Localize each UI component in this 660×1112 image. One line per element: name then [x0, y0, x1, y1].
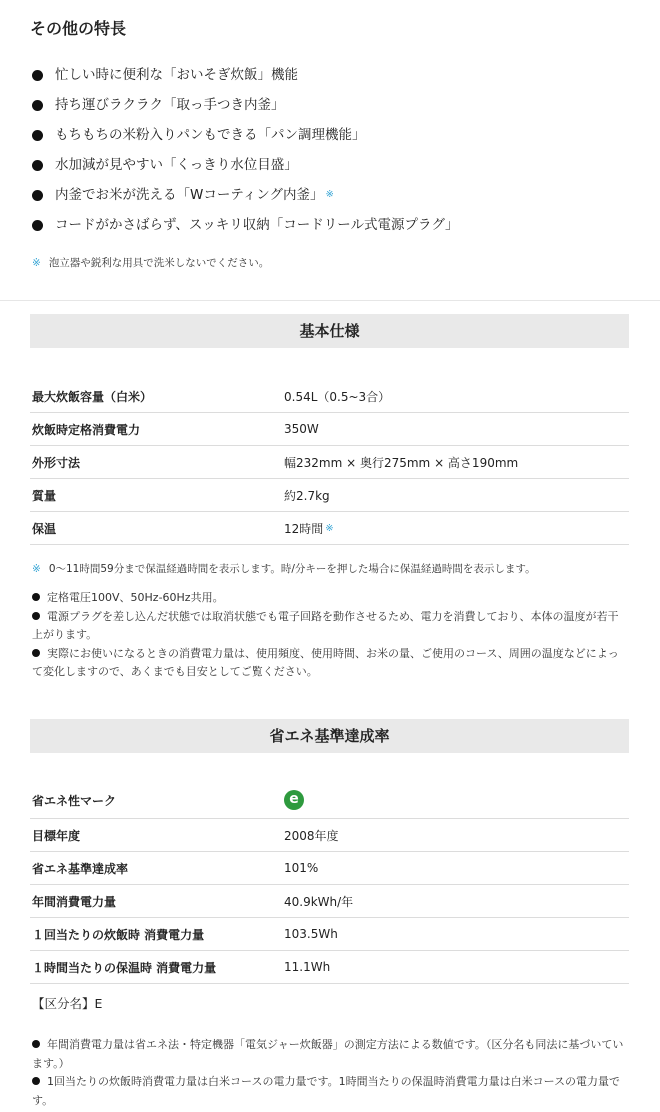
table-row [30, 446, 629, 479]
row-value: 350W [284, 422, 319, 436]
bullet-icon [32, 100, 43, 111]
features-note [32, 255, 269, 270]
table-row [30, 512, 629, 545]
list-item [32, 1036, 628, 1073]
list-item [32, 608, 628, 645]
row-value: 約2.7kg [284, 488, 330, 503]
row-value: 11.1Wh [284, 960, 331, 974]
list-item [32, 645, 628, 682]
energy-notes [32, 1036, 628, 1110]
note-text: 電源プラグを差し込んだ状態では取消状態でも電子回路を動作させるため、電力を消費しており、本体の温度が若干上がります。 [32, 609, 619, 641]
list-item [32, 589, 628, 608]
features-title: その他の特長 [30, 19, 127, 38]
table-row [30, 951, 629, 984]
bullet-icon [32, 593, 40, 601]
row-value [284, 520, 334, 537]
row-label: １回当たりの炊飯時 消費電力量 [32, 927, 205, 942]
row-value [284, 790, 304, 810]
table-row [30, 819, 629, 852]
feature-text: コードがかさばらず、スッキリ収納「コードリール式電源プラグ」 [55, 217, 459, 233]
row-value: 103.5Wh [284, 927, 338, 941]
row-value: 幅232mm × 奥行275mm × 高さ190mm [284, 455, 519, 470]
spec-notes [32, 589, 628, 682]
bullet-icon [32, 160, 43, 171]
feature-item [32, 90, 459, 120]
note-text: 泡立器や鋭利な用具で洗米しないでください。 [48, 257, 270, 269]
spec-heading: 基本仕様 [30, 314, 629, 348]
features-list [32, 60, 459, 240]
note-text: 年間消費電力量は省エネ法・特定機器「電気ジャー炊飯器」の測定方法による数値です。（区分名も同法に基づいています。） [32, 1038, 624, 1070]
note-mark: ※ [32, 257, 41, 269]
feature-text: 持ち運びラクラク「取っ手つき内釜」 [55, 97, 285, 113]
row-value: 2008年度 [284, 828, 339, 843]
row-label: 省エネ基準達成率 [32, 861, 129, 876]
row-value: 0.54L（0.5~3合） [284, 389, 391, 404]
note-mark: ※ [325, 522, 334, 534]
section-divider [0, 300, 660, 301]
row-label: 年間消費電力量 [32, 894, 117, 909]
table-row [30, 479, 629, 512]
bullet-icon [32, 130, 43, 141]
spec-table [30, 380, 629, 545]
feature-item [32, 120, 459, 150]
bullet-icon [32, 1077, 40, 1085]
feature-item [32, 180, 459, 210]
feature-text: 内釜でお米が洗える「Wコーティング内釜」 [55, 187, 324, 203]
row-value: 40.9kWh/年 [284, 894, 354, 909]
table-row [30, 380, 629, 413]
energy-heading: 省エネ基準達成率 [30, 719, 629, 753]
row-label: 保温 [32, 521, 57, 536]
note-text: 0～11時間59分まで保温経過時間を表示します。時/分キーを押した場合に保温経過時間を表示します。 [48, 563, 536, 575]
bullet-icon [32, 220, 43, 231]
row-label: 質量 [32, 488, 57, 503]
feature-item [32, 60, 459, 90]
bullet-icon [32, 612, 40, 620]
table-row [30, 885, 629, 918]
feature-item [32, 210, 459, 240]
note-text: 実際にお使いになるときの消費電力量は、使用頻度、使用時間、お米の量、ご使用のコース、周囲の温度などによって変化しますので、あくまでも目安としてご覧ください。 [32, 646, 619, 678]
feature-item [32, 150, 459, 180]
energy-saving-mark-icon: e [284, 790, 304, 810]
note-text: 定格電圧100V、50Hz-60Hz共用。 [47, 591, 224, 604]
row-label: 外形寸法 [32, 455, 81, 470]
row-label: 炊飯時定格消費電力 [32, 422, 141, 437]
list-item [32, 1073, 628, 1110]
category-label: 【区分名】E [32, 996, 103, 1011]
feature-text: もちもちの米粉入りパンもできる「パン調理機能」 [55, 127, 366, 143]
row-value: 101% [284, 861, 319, 875]
note-text: 1回当たりの炊飯時消費電力量は白米コースの電力量です。1時間当たりの保温時消費電力量は白米コースの電力量です。 [32, 1075, 621, 1107]
row-label: 省エネ性マーク [32, 793, 117, 808]
table-row [30, 852, 629, 885]
bullet-icon [32, 70, 43, 81]
bullet-icon [32, 190, 43, 201]
bullet-icon [32, 1040, 40, 1048]
feature-text: 水加減が見やすい「くっきり水位目盛」 [55, 157, 298, 173]
value-text: 12時間 [284, 521, 324, 536]
row-label: １時間当たりの保温時 消費電力量 [32, 960, 217, 975]
table-row [30, 918, 629, 951]
feature-text: 忙しい時に便利な「おいそぎ炊飯」機能 [55, 67, 298, 83]
bullet-icon [32, 649, 40, 657]
row-label: 最大炊飯容量（白米） [32, 389, 153, 404]
table-row [30, 413, 629, 446]
note-mark: ※ [32, 563, 41, 575]
row-label: 目標年度 [32, 828, 81, 843]
note-mark: ※ [325, 189, 334, 200]
table-row [30, 782, 629, 819]
spec-note [32, 561, 536, 576]
energy-table [30, 782, 629, 984]
